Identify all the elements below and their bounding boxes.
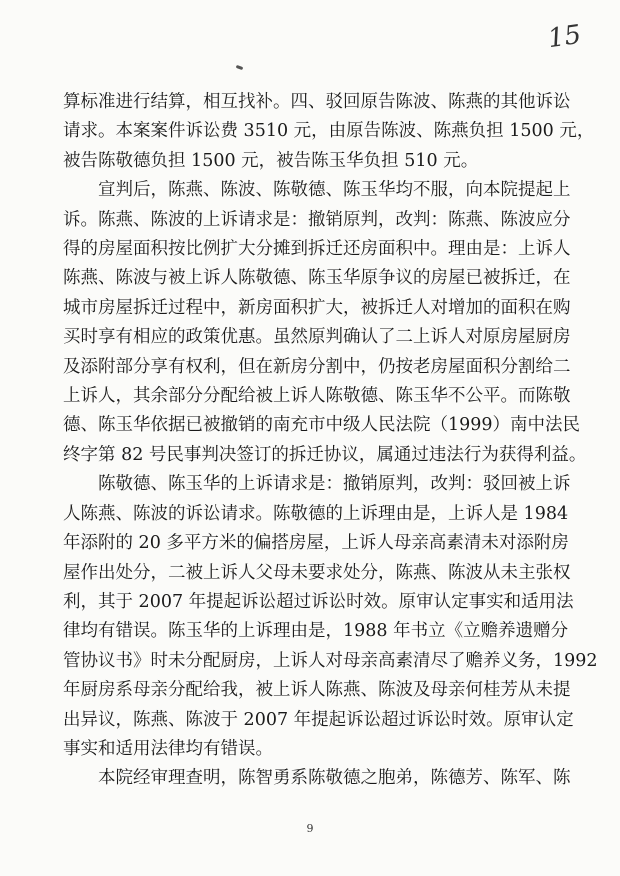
text-line: 宣判后，陈燕、陈波、陈敬德、陈玉华均不服，向本院提起上	[63, 180, 571, 201]
text-line: 终字第 82 号民事判决签订的拆迁协议，属通过违法行为获得利益。	[63, 444, 587, 465]
text-line: 利，其于 2007 年提起诉讼超过诉讼时效。原审认定事实和适用法	[63, 591, 574, 612]
paragraph	[63, 176, 587, 470]
page-number: 9	[306, 822, 314, 835]
text-line: 城市房屋拆迁过程中，新房面积扩大，被拆迁人对增加的面积在购	[63, 297, 571, 318]
paragraph	[63, 470, 598, 764]
text-line: 管协议书》时未分配厨房，上诉人对母亲高素清尽了赡养义务，1992	[63, 650, 598, 671]
text-line: 本院经审理查明，陈智勇系陈敬德之胞弟，陈德芳、陈军、陈	[63, 768, 571, 789]
text-line: 出异议，陈燕、陈波于 2007 年提起诉讼超过诉讼时效。原审认定	[63, 709, 574, 730]
handwritten-page-mark: 15	[546, 19, 584, 55]
paragraph	[63, 88, 595, 176]
judgment-body-text	[63, 88, 598, 794]
text-line: 律均有错误。陈玉华的上诉理由是，1988 年书立《立赡养遗赠分	[63, 621, 569, 642]
text-line: 诉。陈燕、陈波的上诉请求是：撤销原判，改判：陈燕、陈波应分	[63, 209, 571, 230]
text-line: 人陈燕、陈波的诉讼请求。陈敬德的上诉理由是，上诉人是 1984	[63, 503, 569, 524]
text-line: 算标准进行结算，相互找补。四、驳回原告陈波、陈燕的其他诉讼	[63, 92, 571, 112]
text-line: 上诉人，其余部分分配给被上诉人陈敬德、陈玉华不公平。而陈敬	[63, 386, 571, 407]
text-line: 陈燕、陈波与被上诉人陈敬德、陈玉华原争议的房屋已被拆迁，在	[63, 268, 571, 289]
text-line: 得的房屋面积按比例扩大分摊到拆迁还房面积中。理由是：上诉人	[63, 239, 571, 260]
text-line: 及添附部分享有权利，但在新房分割中，仍按老房屋面积分割给二	[63, 356, 571, 377]
paragraph	[63, 764, 571, 793]
text-line: 德、陈玉华依据已被撤销的南充市中级人民法院（1999）南中法民	[63, 415, 581, 436]
text-line: 买时享有相应的政策优惠。虽然原判确认了二上诉人对原房屋厨房	[63, 327, 571, 348]
text-line: 陈敬德、陈玉华的上诉请求是：撤销原判，改判：驳回被上诉	[63, 474, 571, 495]
text-line: 事实和适用法律均有错误。	[63, 738, 273, 759]
text-line: 被告陈敬德负担 1500 元，被告陈玉华负担 510 元。	[63, 150, 479, 171]
text-line: 年厨房系母亲分配给我，被上诉人陈燕、陈波及母亲何桂芳从未提	[63, 680, 571, 701]
text-line: 年添附的 20 多平方米的偏搭房屋，上诉人母亲高素清未对添附房	[63, 533, 569, 554]
text-line: 屋作出处分，二被上诉人父母未要求处分，陈燕、陈波从未主张权	[63, 562, 571, 583]
scan-speck	[236, 65, 244, 70]
text-line: 请求。本案案件诉讼费 3510 元，由原告陈波、陈燕负担 1500 元，	[63, 121, 595, 142]
